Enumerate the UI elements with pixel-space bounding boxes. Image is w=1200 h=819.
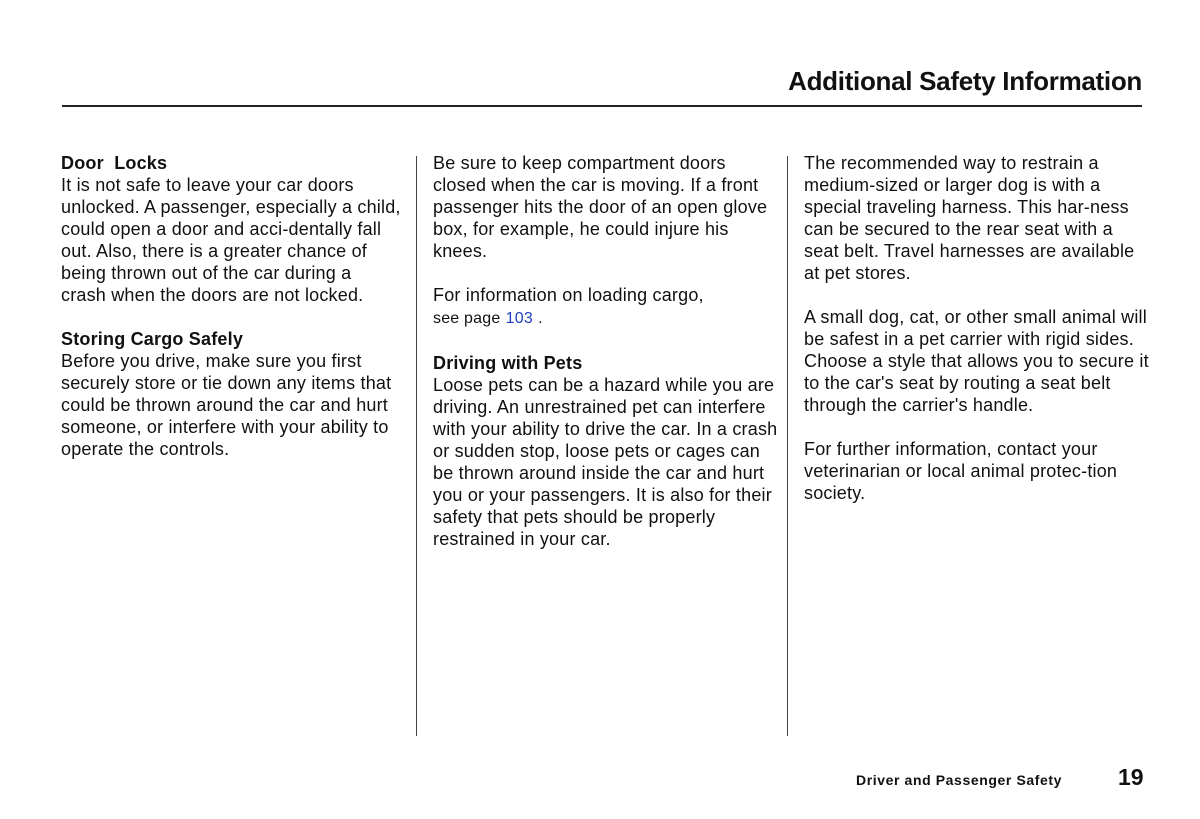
further-information-paragraph: For further information, contact your veterinarian or local animal protec-tion society.	[804, 439, 1118, 503]
page-number: 19	[1118, 764, 1144, 790]
storing-cargo-paragraph: Before you drive, make sure you first securely store or tie down any items that could be thrown around the car and hurt someone, or interfere with your ability to operate the controls.	[61, 351, 392, 459]
storing-cargo-heading: Storing Cargo Safely	[61, 329, 244, 349]
middle-column	[433, 152, 778, 550]
door-locks-paragraph: It is not safe to leave your car doors unlocked. A passenger, especially a child, could open a door and acci-dentally fall out. Also, there is a greater chance of being thrown out of the car during a crash when the doors are not locked.	[61, 175, 401, 305]
loading-cargo-reference	[433, 284, 778, 330]
driving-with-pets-paragraph: Loose pets can be a hazard while you are driving. An unrestrained pet can interfere with your ability to drive the car. In a crash or sudden stop, loose pets or cages can be thrown around inside the car and hurt you or your passengers. It is also for their safety that pets should be properly restrained in your car.	[433, 375, 778, 549]
title-rule	[62, 105, 1142, 107]
loading-cargo-text: For information on loading cargo,	[433, 285, 704, 305]
page-103-link[interactable]: 103	[505, 310, 533, 327]
page-title: Additional Safety Information	[788, 66, 1142, 96]
column-divider	[416, 156, 417, 736]
pet-carrier-paragraph: A small dog, cat, or other small animal will be safest in a pet carrier with rigid sides. Choose a style that allows you to secure it to the car's seat by routing a seat belt through the carrier's handle.	[804, 307, 1149, 415]
door-locks-heading: Door Locks	[61, 153, 168, 173]
left-column	[61, 152, 401, 460]
driving-with-pets-heading: Driving with Pets	[433, 353, 583, 373]
right-column	[804, 152, 1149, 504]
footer-section-label: Driver and Passenger Safety	[856, 772, 1063, 788]
dog-harness-paragraph: The recommended way to restrain a medium-sized or larger dog is with a special traveling harness. This har-ness can be secured to the rear seat with a seat belt. Travel harnesses are available at pet stores.	[804, 153, 1135, 283]
see-page-prefix: see page	[433, 310, 501, 327]
see-page-suffix: .	[538, 310, 543, 327]
compartment-doors-paragraph: Be sure to keep compartment doors closed when the car is moving. If a front passenger hits the door of an open glove box, for example, he could injure his knees.	[433, 153, 768, 261]
column-divider	[787, 156, 788, 736]
